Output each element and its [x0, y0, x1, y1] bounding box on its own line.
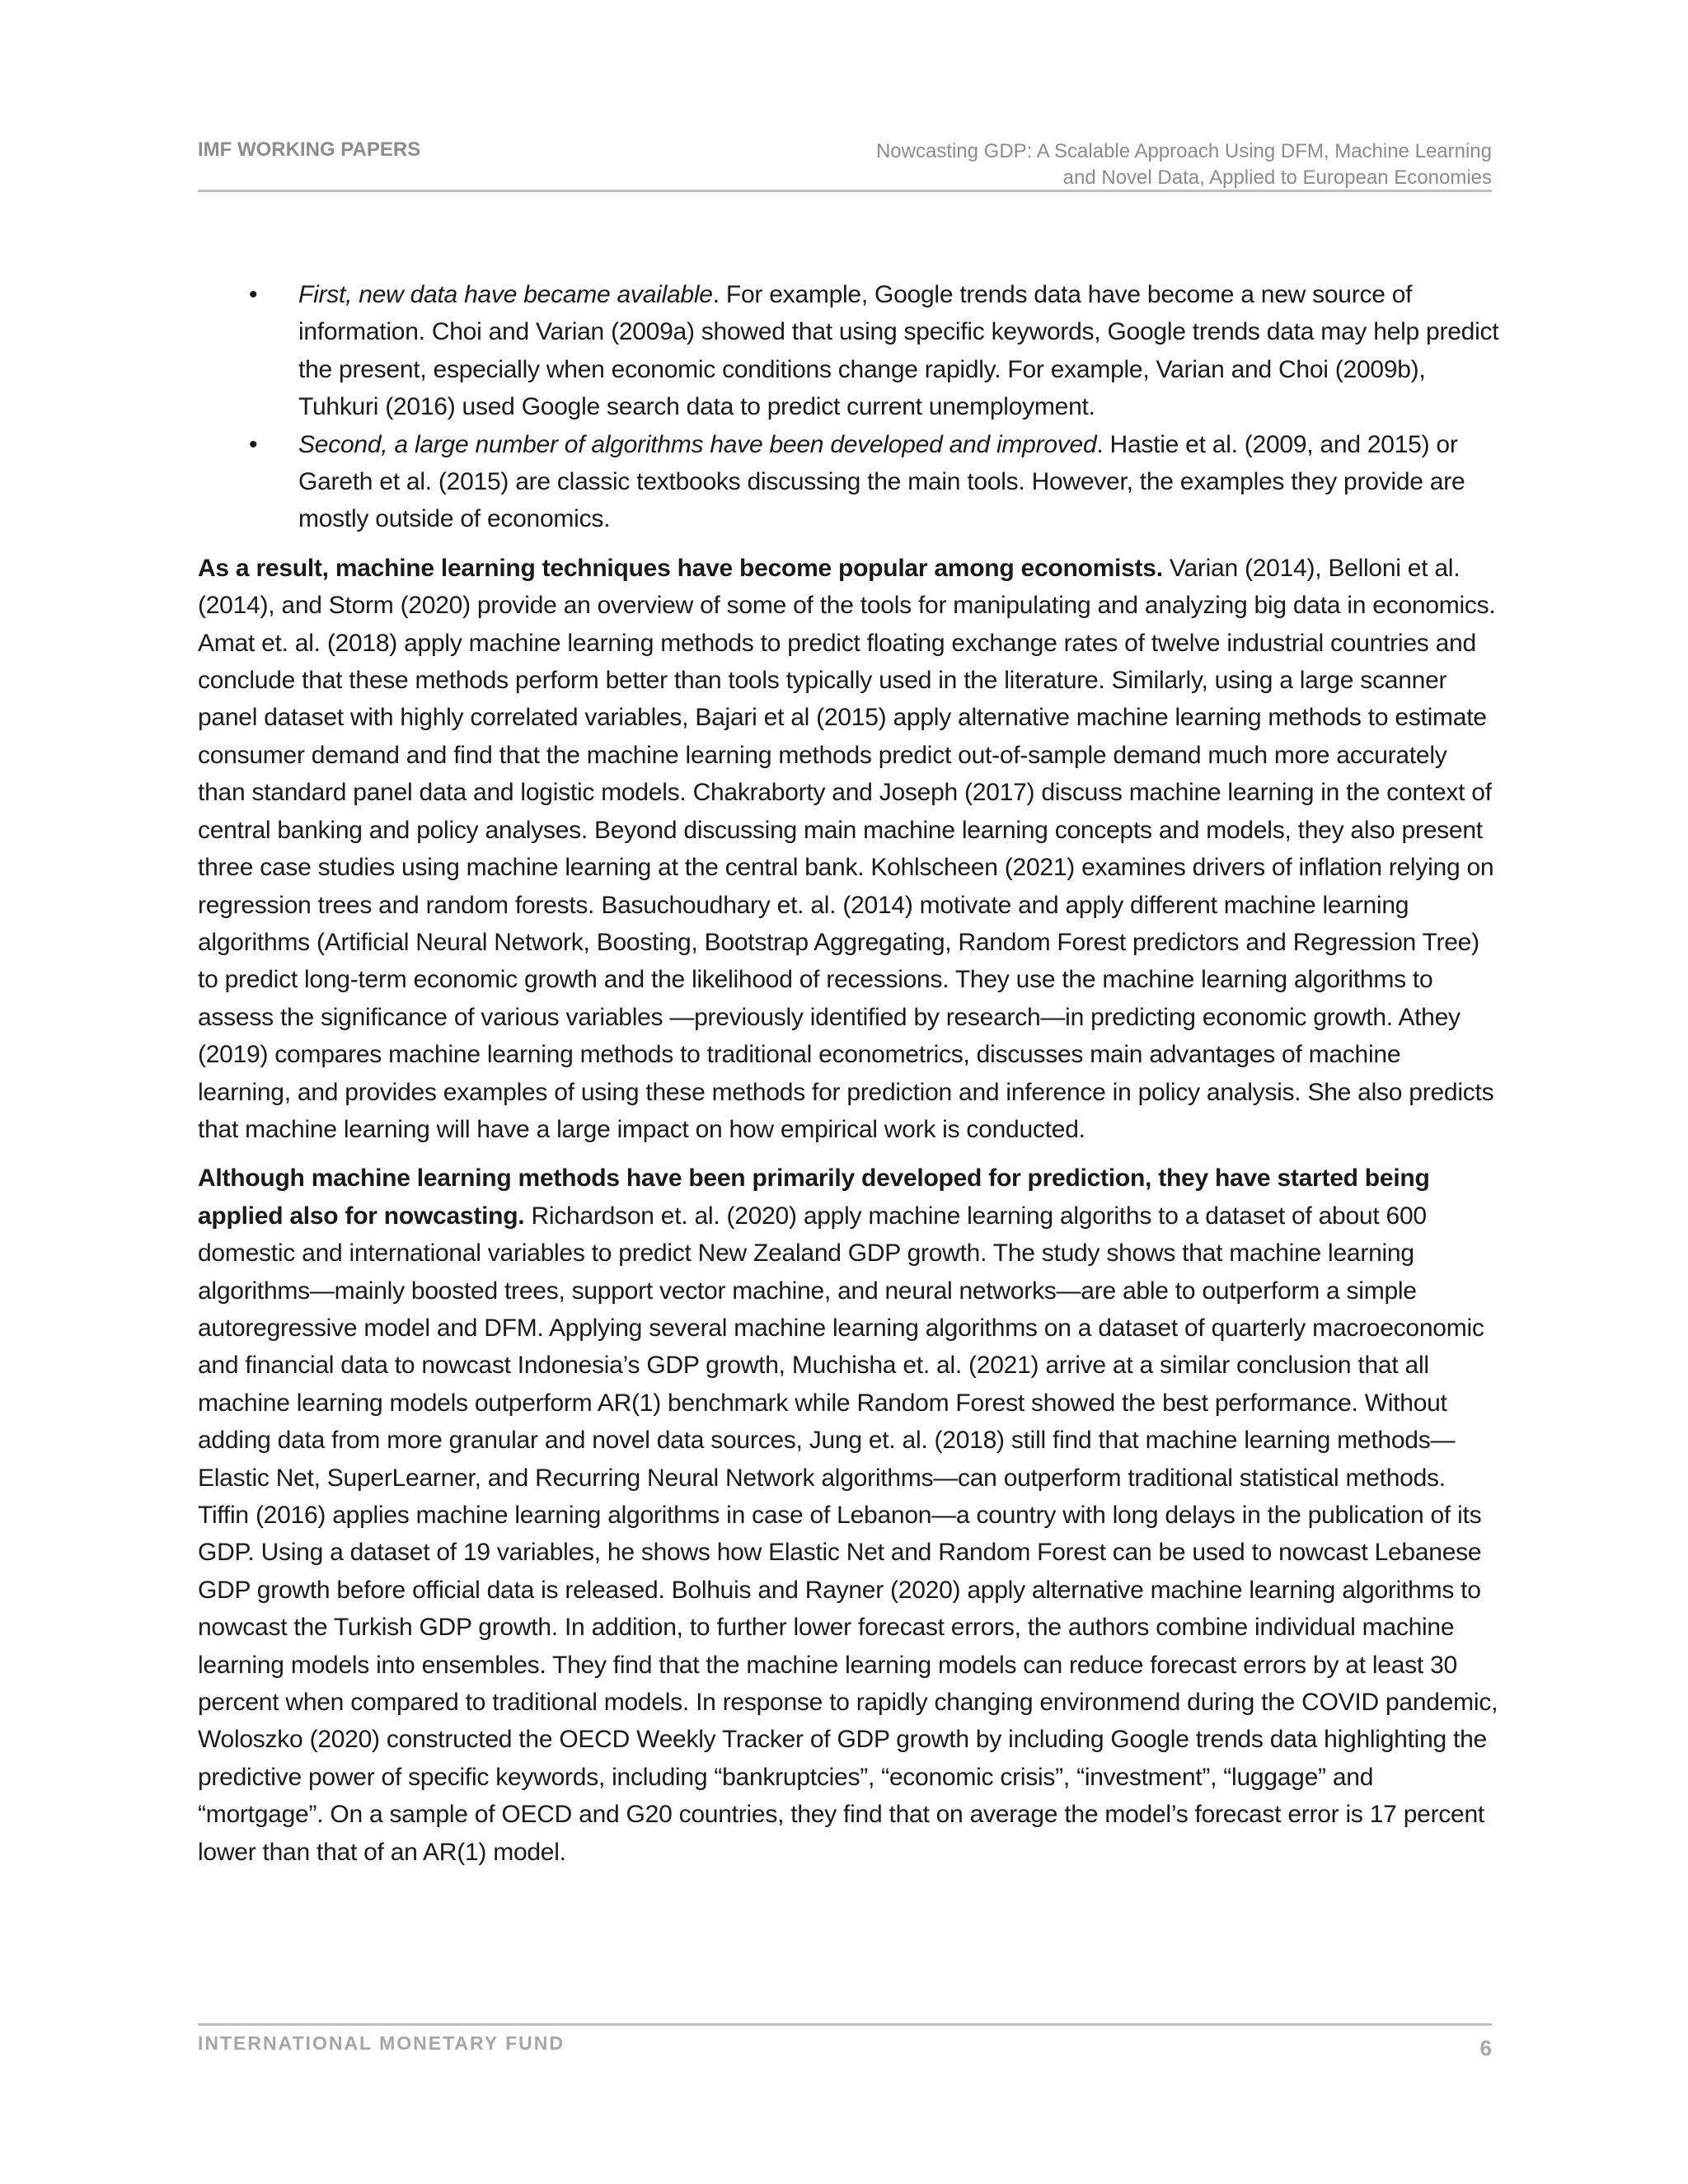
bullet-icon: •	[249, 281, 258, 308]
bullet-list	[198, 276, 1500, 538]
paragraph	[198, 1160, 1500, 1871]
bullet-lead: First, new data have became available	[298, 281, 713, 308]
bullet-text: . For example, Google trends data have become a new source of information. Choi and Varian (2009a) showed that using specific keywords, Google trends data may help predict the present, especially when economic conditions change rapidly. For example, Varian and Choi (2009b), Tuhkuri (2016) used Google search data to predict current unemployment.	[298, 281, 1499, 421]
page-number: 6	[1479, 2036, 1492, 2060]
paragraph	[198, 550, 1500, 1149]
series-title: IMF WORKING PAPERS	[198, 138, 421, 161]
paragraph-lead: As a result, machine learning techniques have become popular among economists.	[198, 554, 1163, 582]
bullet-text: . Hastie et al. (2009, and 2015) or Gareth et al. (2015) are classic textbooks discussing the main tools. However, the examples they provide are mostly outside of economics.	[298, 430, 1465, 533]
paragraph-text: Varian (2014), Belloni et al. (2014), and Storm (2020) provide an overview of some of the tools for manipulating and analyzing big data in economics. Amat et. al. (2018) apply machine learning methods to predict floating exchange rates of twelve industrial countries and conclude that these methods perform better than tools typically used in the literature. Similarly, using a large scanner panel dataset with highly correlated variables, Bajari et al (2015) apply alternative machine learning methods to estimate consumer demand and find that the machine learning methods predict out-of-sample demand much more accurately than standard panel data and logistic models. Chakraborty and Joseph (2017) discuss machine learning in the context of central banking and policy analyses. Beyond discussing main machine learning concepts and models, they also present three case studies using machine learning at the central bank. Kohlscheen (2021) examines drivers of inflation relying on regression trees and random forests. Basuchoudhary et. al. (2014) motivate and apply different machine learning algorithms (Artificial Neural Network, Boosting, Bootstrap Aggregating, Random Forest predictors and Regression Tree) to predict long-term economic growth and the likelihood of recessions. They use the machine learning algorithms to assess the significance of various variables —previously identified by research—in predicting economic growth. Athey (2019) compares machine learning methods to traditional econometrics, discusses main advantages of machine learning, and provides examples of using these methods for prediction and inference in policy analysis. She also predicts that machine learning will have a large impact on how empirical work is conducted.	[198, 554, 1496, 1143]
page-header	[198, 135, 1492, 192]
bullet-icon: •	[249, 430, 258, 458]
paper-title-line-1: Nowcasting GDP: A Scalable Approach Using DFM, Machine Learning	[875, 140, 1492, 162]
publisher-name: INTERNATIONAL MONETARY FUND	[198, 2032, 565, 2054]
paper-title-line-2: and Novel Data, Applied to European Economies	[1062, 166, 1492, 189]
bullet-lead: Second, a large number of algorithms have been developed and improved	[298, 430, 1097, 458]
paragraph-text: Richardson et. al. (2020) apply machine learning algoriths to a dataset of about 600 domestic and international variables to predict New Zealand GDP growth. The study shows that machine learning algorithms—mainly boosted trees, support vector machine, and neural networks—are able to outperform a simple autoregressive model and DFM. Applying several machine learning algorithms on a dataset of quarterly macroeconomic and financial data to nowcast Indonesia’s GDP growth, Muchisha et. al. (2021) arrive at a similar conclusion that all machine learning models outperform AR(1) benchmark while Random Forest showed the best performance. Without adding data from more granular and novel data sources, Jung et. al. (2018) still find that machine learning methods—Elastic Net, SuperLearner, and Recurring Neural Network algorithms—can outperform traditional statistical methods. Tiffin (2016) applies machine learning algorithms in case of Lebanon—a country with long delays in the publication of its GDP. Using a dataset of 19 variables, he shows how Elastic Net and Random Forest can be used to nowcast Lebanese GDP growth before official data is released. Bolhuis and Rayner (2020) apply alternative machine learning algorithms to nowcast the Turkish GDP growth. In addition, to further lower forecast errors, the authors combine individual machine learning models into ensembles. They find that the machine learning models can reduce forecast errors by at least 30 percent when compared to traditional models. In response to rapidly changing environmend during the COVID pandemic, Woloszko (2020) constructed the OECD Weekly Tracker of GDP growth by including Google trends data highlighting the predictive power of specific keywords, including “bankruptcies”, “economic crisis”, “investment”, “luggage” and “mortgage”. On a sample of OECD and G20 countries, they find that on average the model’s forecast error is 17 percent lower than that of an AR(1) model.	[198, 1202, 1498, 1866]
page-footer	[198, 2023, 1492, 2075]
paper-title	[876, 138, 1492, 191]
page-body	[198, 276, 1500, 1882]
bullet-item	[198, 276, 1500, 426]
paragraph-lead: Although machine learning methods have been primarily developed for prediction, they have started being applied also for nowcasting.	[198, 1165, 1430, 1230]
bullet-item	[198, 426, 1500, 538]
